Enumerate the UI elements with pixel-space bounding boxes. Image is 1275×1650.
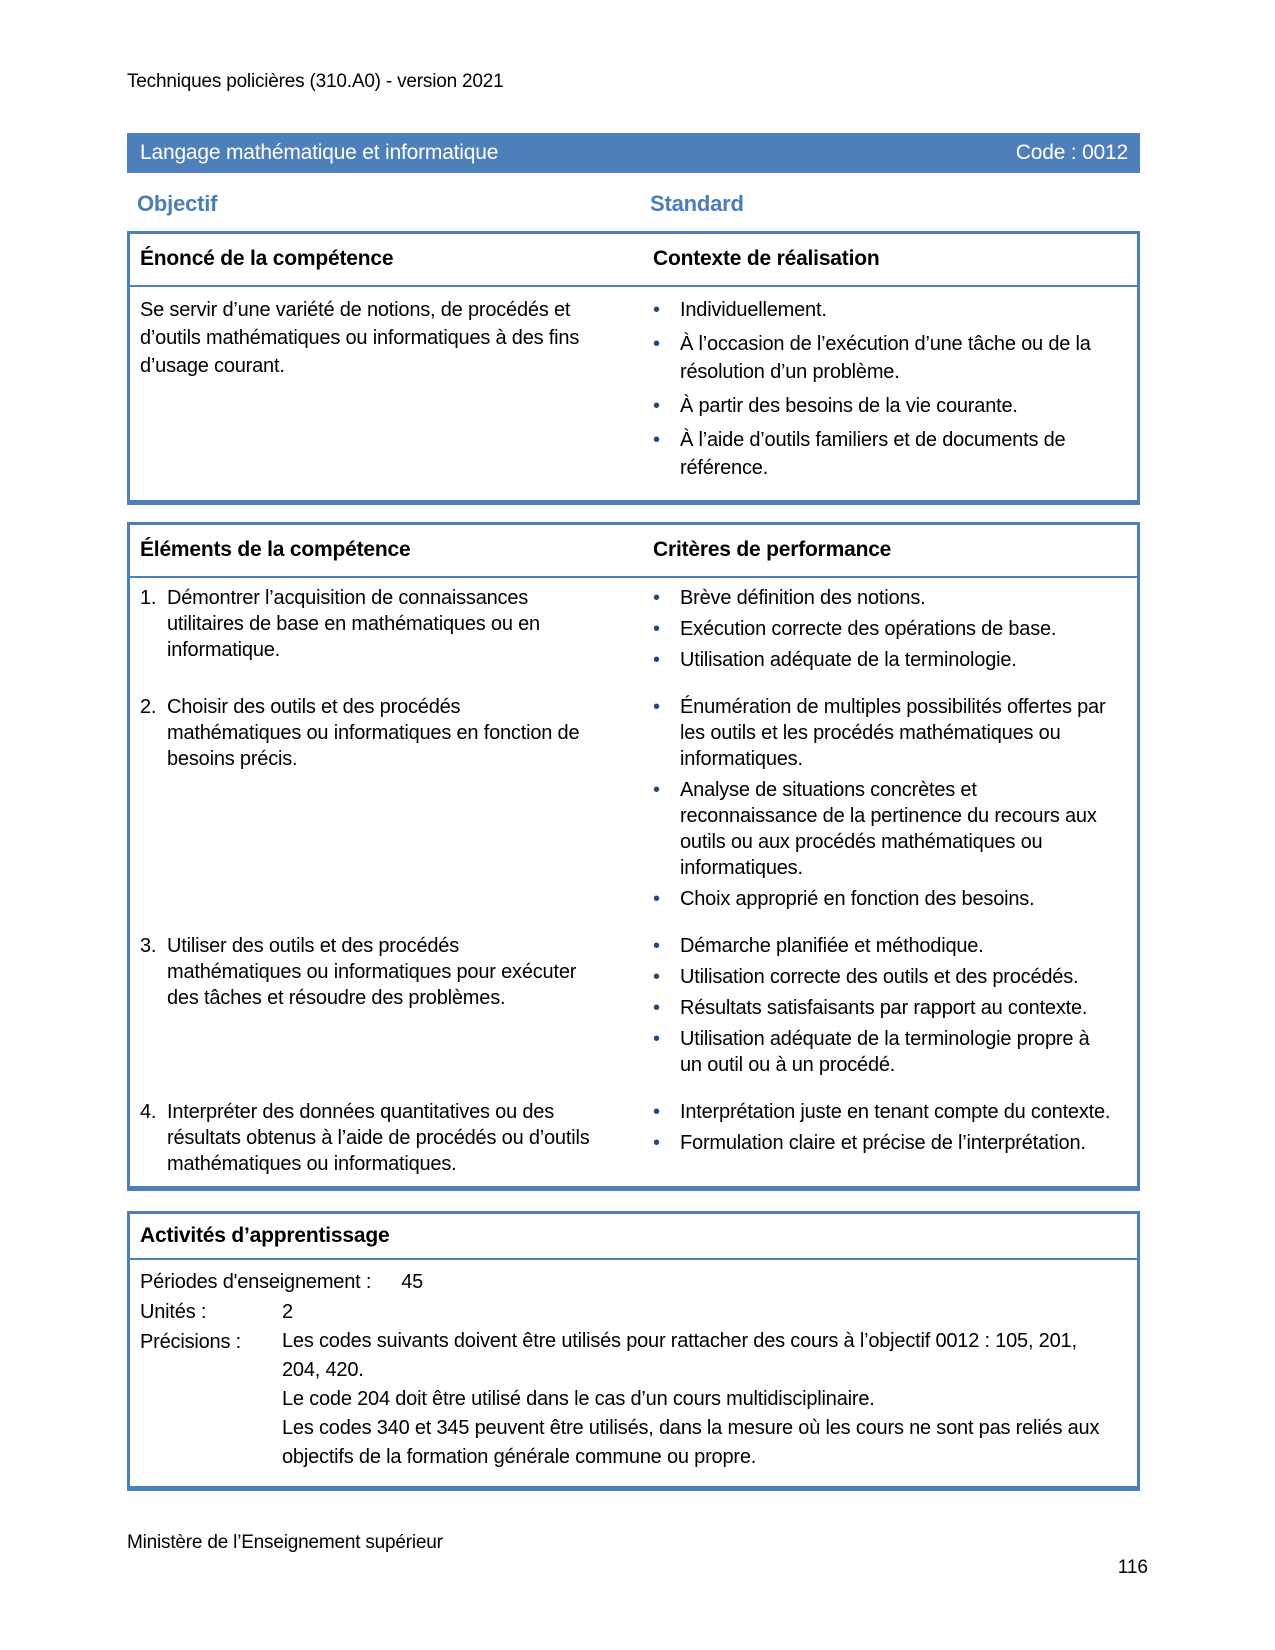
elements-header: Éléments de la compétence	[140, 538, 411, 561]
enonce-header: Énoncé de la compétence	[140, 247, 394, 270]
activities-table	[127, 1211, 1140, 1491]
precisions-paragraphs	[282, 1327, 1111, 1472]
banner-code: Code : 0012	[1015, 141, 1128, 164]
document-page	[127, 0, 1140, 1491]
contexte-header: Contexte de réalisation	[653, 247, 880, 270]
element-number: 3.	[140, 935, 157, 957]
objectif-heading: Objectif	[137, 191, 218, 216]
footer-ministry: Ministère de l’Enseignement supérieur	[127, 1532, 443, 1553]
element-number: 2.	[140, 696, 157, 718]
criteria-bullet-item: • Interprétation juste en tenant compte du contexte.	[653, 1099, 1111, 1125]
competence-table-header	[130, 234, 1137, 287]
units-value: 2	[282, 1301, 293, 1323]
criteria-bullet-item: • Brève définition des notions.	[653, 585, 1111, 611]
criteria-bullet-item: • Choix approprié en fonction des besoins.	[653, 886, 1111, 912]
criteria-bullet-list	[653, 1099, 1137, 1177]
standard-heading: Standard	[650, 191, 744, 216]
element-text: Choisir des outils et des procédés mathématiques ou informatiques en fonction de besoins précis.	[167, 696, 580, 770]
elements-rows	[130, 578, 1137, 1186]
criteria-bullet-list	[653, 585, 1137, 678]
criteria-bullet-item: • Formulation claire et précise de l’interprétation.	[653, 1130, 1111, 1156]
element-numbered-item	[140, 933, 598, 1011]
element-text: Utiliser des outils et des procédés mathématiques ou informatiques pour exécuter des tâches et résoudre des problèmes.	[167, 935, 577, 1009]
element-number: 1.	[140, 587, 157, 609]
criteria-bullet-list	[653, 933, 1137, 1083]
context-bullet-item: • Individuellement.	[653, 296, 1111, 324]
element-row	[130, 926, 1137, 1092]
criteria-bullet-item: • Utilisation adéquate de la terminologie propre à un outil ou à un procédé.	[653, 1026, 1111, 1078]
contexte-bullet-list	[653, 296, 1137, 488]
criteres-header: Critères de performance	[653, 538, 892, 561]
element-row	[130, 1092, 1137, 1186]
precisions-paragraph: Les codes suivants doivent être utilisés pour rattacher des cours à l’objectif 0012 : 105, 201, 204, 420.	[282, 1330, 1077, 1381]
criteria-bullet-item: • Utilisation adéquate de la terminologie.	[653, 647, 1111, 673]
precisions-paragraph: Le code 204 doit être utilisé dans le cas d’un cours multidisciplinaire.	[282, 1388, 875, 1410]
activities-header: Activités d’apprentissage	[140, 1224, 390, 1247]
criteria-bullet-item: • Utilisation correcte des outils et des procédés.	[653, 964, 1111, 990]
activities-table-body	[130, 1260, 1137, 1486]
periods-value: 45	[401, 1271, 424, 1293]
precisions-paragraph: Les codes 340 et 345 peuvent être utilisés, dans la mesure où les cours ne sont pas reliés aux objectifs de la formation générale commune ou propre.	[282, 1417, 1100, 1468]
element-numbered-item	[140, 585, 598, 663]
precisions-label: Précisions :	[140, 1331, 241, 1353]
element-numbered-item	[140, 1099, 598, 1177]
periods-row	[140, 1267, 1111, 1297]
periods-label: Périodes d'enseignement :	[140, 1271, 372, 1293]
elements-table	[127, 522, 1140, 1191]
page-number: 116	[1117, 1557, 1148, 1578]
context-bullet-item: • À l’occasion de l’exécution d’une tâche ou de la résolution d’un problème.	[653, 330, 1111, 386]
document-header-title: Techniques policières (310.A0) - version 2021	[127, 71, 504, 92]
context-bullet-item: • À partir des besoins de la vie courante.	[653, 392, 1111, 420]
context-bullet-item: • À l’aide d’outils familiers et de documents de référence.	[653, 426, 1111, 482]
units-row	[140, 1297, 1111, 1327]
competence-table	[127, 231, 1140, 505]
column-headings	[127, 190, 1140, 218]
element-text: Démontrer l’acquisition de connaissances utilitaires de base en mathématiques ou en informatique.	[167, 587, 540, 661]
precisions-row	[140, 1327, 1111, 1472]
criteria-bullet-item: • Résultats satisfaisants par rapport au contexte.	[653, 995, 1111, 1021]
criteria-bullet-item: • Exécution correcte des opérations de base.	[653, 616, 1111, 642]
competency-title-banner	[127, 133, 1140, 173]
criteria-bullet-item: • Démarche planifiée et méthodique.	[653, 933, 1111, 959]
criteria-bullet-list	[653, 694, 1137, 917]
element-numbered-item	[140, 694, 598, 772]
banner-title: Langage mathématique et informatique	[140, 141, 499, 164]
criteria-bullet-item: • Énumération de multiples possibilités offertes par les outils et les procédés mathématiques ou informatiques.	[653, 694, 1111, 772]
criteria-bullet-item: • Analyse de situations concrètes et reconnaissance de la pertinence du recours aux outils ou aux procédés mathématiques ou informatiques.	[653, 777, 1111, 881]
element-number: 4.	[140, 1101, 157, 1123]
element-row	[130, 687, 1137, 926]
element-row	[130, 578, 1137, 687]
competence-table-body	[130, 287, 1137, 500]
elements-table-header	[130, 525, 1137, 578]
element-text: Interpréter des données quantitatives ou des résultats obtenus à l’aide de procédés ou d’outils mathématiques ou informatiques.	[167, 1101, 590, 1175]
units-label: Unités :	[140, 1301, 207, 1323]
competence-statement: Se servir d’une variété de notions, de procédés et d’outils mathématiques ou informatiques à des fins d’usage courant.	[140, 299, 580, 377]
activities-table-header	[130, 1214, 1137, 1260]
